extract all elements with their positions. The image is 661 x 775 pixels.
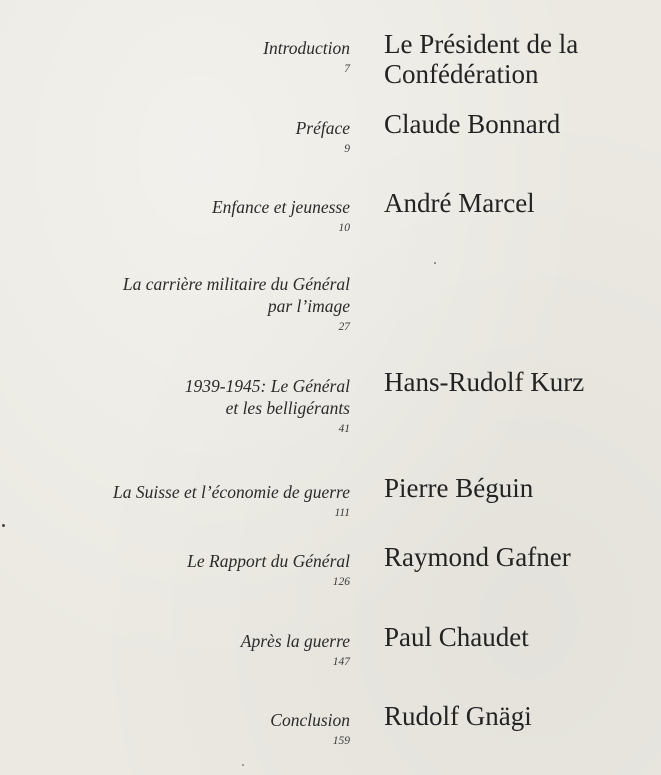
author-name xyxy=(384,701,532,731)
chapter-block xyxy=(10,117,350,157)
chapter-block xyxy=(10,196,350,236)
page-number: 159 xyxy=(332,735,350,747)
chapter-title: Préface xyxy=(295,118,350,138)
chapter-block xyxy=(10,375,350,437)
chapter-title: Conclusion xyxy=(270,710,350,730)
author-name xyxy=(384,473,533,503)
page-number: 9 xyxy=(344,143,350,155)
author-line: Paul Chaudet xyxy=(384,622,529,652)
page-number: 27 xyxy=(338,321,350,333)
page-number: 41 xyxy=(338,423,350,435)
chapter-block xyxy=(10,273,350,335)
page-number: 126 xyxy=(332,576,350,588)
chapter-title: Enfance et jeunesse xyxy=(211,197,350,217)
author-line: André Marcel xyxy=(384,188,535,218)
author-name xyxy=(384,29,578,89)
chapter-title: Le Rapport du Général xyxy=(187,551,350,571)
author-name xyxy=(384,622,529,652)
page-number: 10 xyxy=(338,222,350,234)
author-name xyxy=(384,188,535,218)
chapter-title: Introduction xyxy=(263,38,350,58)
chapter-title-line: par l’image xyxy=(267,296,350,316)
author-name xyxy=(384,109,560,139)
author-line: Raymond Gafner xyxy=(384,542,571,572)
chapter-title: La Suisse et l’économie de guerre xyxy=(112,482,350,502)
paper-speck xyxy=(434,262,436,264)
page-number: 7 xyxy=(344,63,350,75)
chapter-block xyxy=(10,630,350,670)
author-line: Hans-Rudolf Kurz xyxy=(384,367,585,397)
paper-speck xyxy=(2,524,5,527)
author-name xyxy=(384,367,584,397)
chapter-block xyxy=(10,550,350,590)
page-number: 111 xyxy=(334,507,350,519)
chapter-title: 1939-1945: Le Général xyxy=(184,376,350,396)
author-line: Claude Bonnard xyxy=(384,109,561,139)
chapter-block xyxy=(10,481,350,521)
author-line: Pierre Béguin xyxy=(384,473,534,503)
author-line: Confédération xyxy=(384,59,539,89)
author-line: Le Président de la xyxy=(384,29,579,59)
paper-speck xyxy=(242,764,244,766)
chapter-block xyxy=(10,709,350,749)
chapter-title-line: et les belligérants xyxy=(225,398,350,418)
author-line: Rudolf Gnägi xyxy=(384,701,532,731)
chapter-title: Après la guerre xyxy=(240,631,350,651)
author-name xyxy=(384,542,571,572)
chapter-block xyxy=(10,37,350,77)
chapter-title: La carrière militaire du Général xyxy=(122,274,350,294)
page-number: 147 xyxy=(332,656,350,668)
